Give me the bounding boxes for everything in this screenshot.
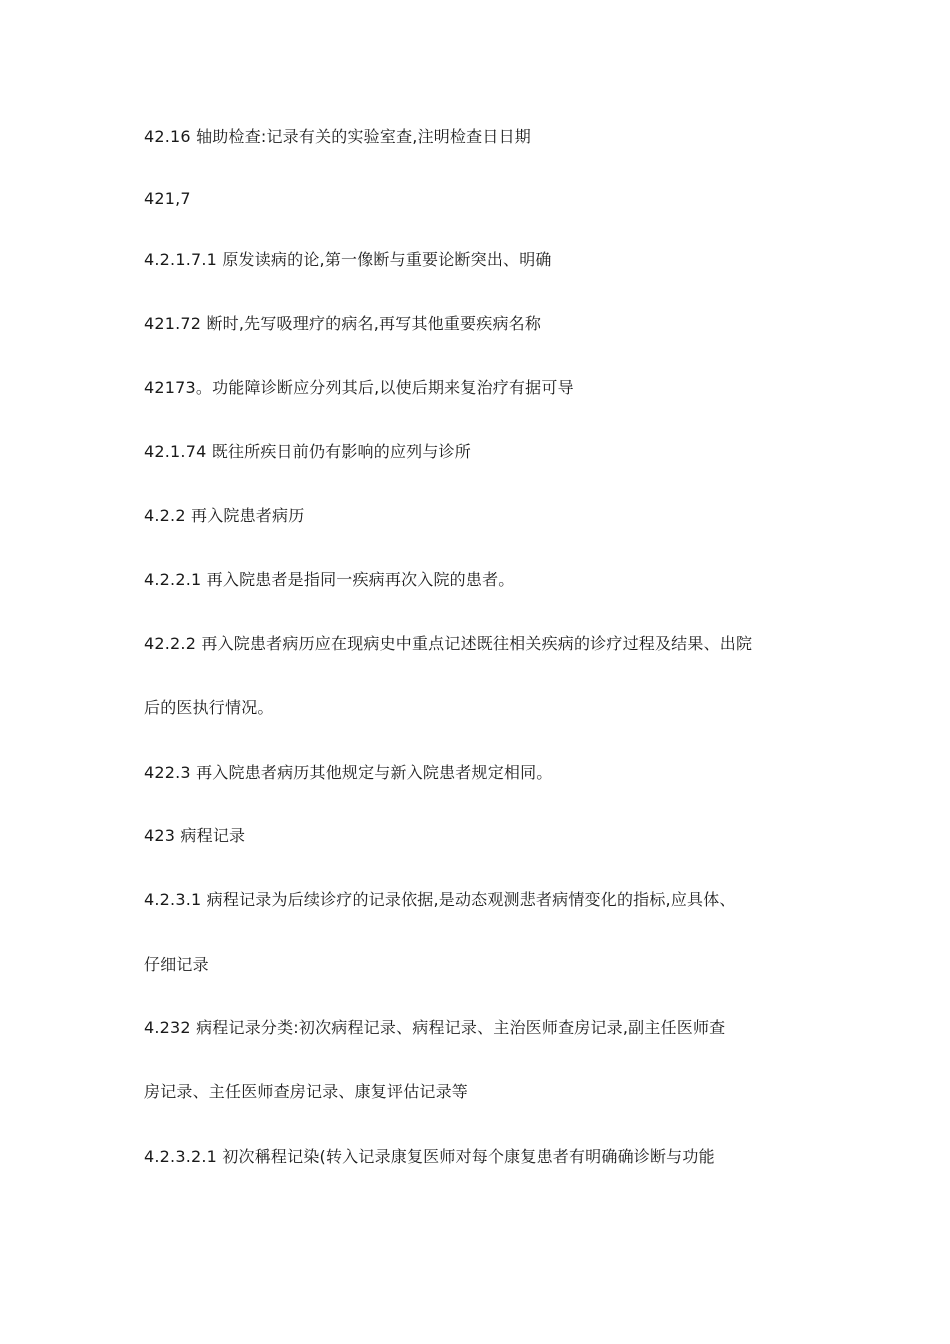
section-heading: 423 病程记录 bbox=[144, 826, 246, 845]
text-line: 4.2.1.7.1 原发读病的论,第一像断与重要论断突出、明确 bbox=[144, 250, 552, 269]
text-line: 42.1.74 既往所疾日前仍有影响的应列与诊所 bbox=[144, 442, 471, 461]
text-line: 4.232 病程记录分类:初次病程记录、病程记录、主治医师查房记录,副主任医师查 bbox=[144, 1018, 726, 1037]
text-line: 421,7 bbox=[144, 189, 191, 208]
text-line: 4.2.2.1 再入院患者是指同一疾病再次入院的患者。 bbox=[144, 570, 515, 589]
text-line: 42.2.2 再入院患者病历应在现病史中重点记述既往相关疾病的诊疗过程及结果、出院 bbox=[144, 634, 753, 653]
text-line: 仔细记录 bbox=[144, 955, 209, 974]
text-line: 42173。功能障诊断应分列其后,以使后期来复治疗有据可导 bbox=[144, 378, 574, 397]
text-line: 4.2.3.2.1 初次稱程记染(转入记录康复医师对每个康复患者有明确确诊断与功能 bbox=[144, 1147, 715, 1166]
text-line: 后的医执行情况。 bbox=[144, 698, 274, 717]
text-line: 房记录、主任医师查房记录、康复评估记录等 bbox=[144, 1082, 469, 1101]
text-line: 4.2.3.1 病程记录为后续诊疗的记录依据,是动态观测悲者病情变化的指标,应具体、 bbox=[144, 890, 736, 909]
text-line: 42.16 轴助检查:记录有关的实验室查,注明检查日日期 bbox=[144, 127, 531, 146]
text-line: 421.72 断时,先写吸理疗的病名,再写其他重要疾病名称 bbox=[144, 314, 542, 333]
section-heading: 4.2.2 再入院患者病历 bbox=[144, 506, 305, 525]
text-line: 422.3 再入院患者病历其他规定与新入院患者规定相同。 bbox=[144, 763, 553, 782]
